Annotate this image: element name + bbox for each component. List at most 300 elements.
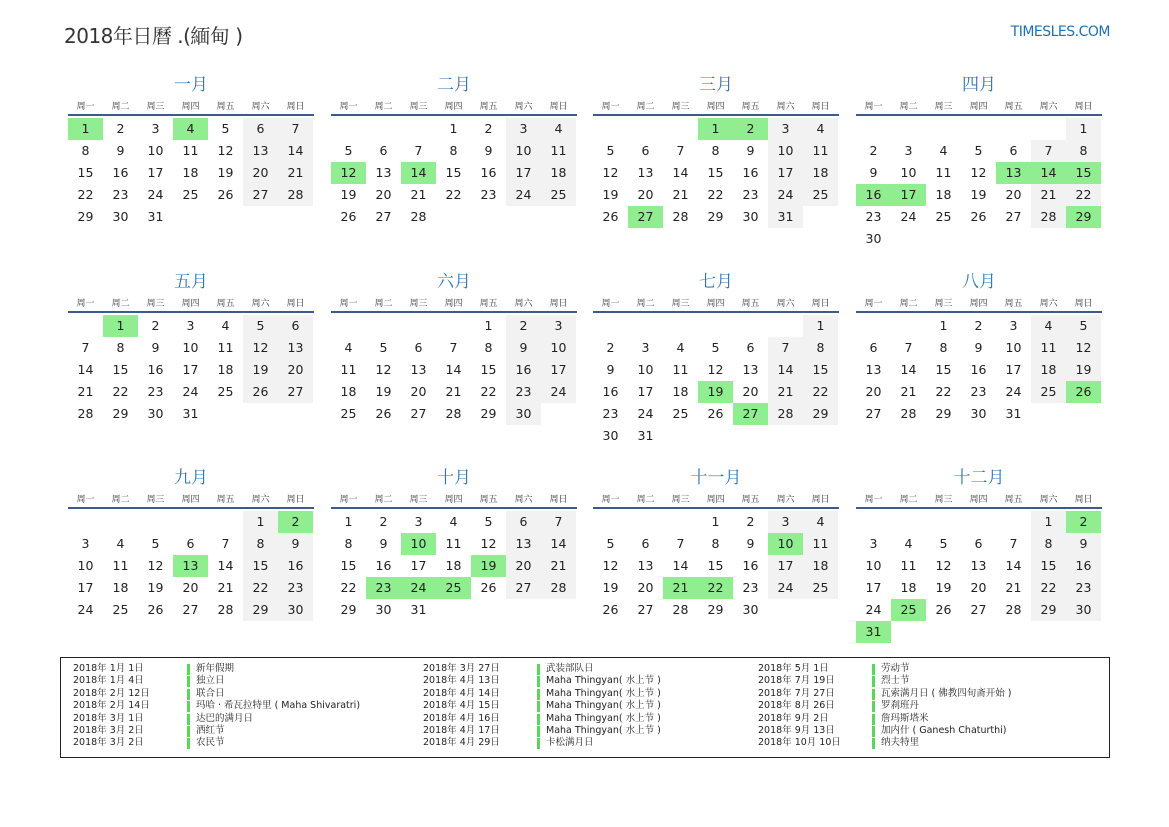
day-cell: 19: [243, 359, 278, 381]
day-cell: 4: [803, 511, 838, 533]
empty-day-cell: [68, 511, 103, 533]
empty-day-cell: [366, 315, 401, 337]
day-cell: 19: [935, 580, 952, 595]
holiday-marker-icon: [537, 701, 540, 712]
holiday-marker-icon: [872, 726, 875, 737]
day-cell: 5: [221, 121, 230, 136]
month-name: 十一月: [690, 468, 742, 488]
day-cell: 16: [742, 558, 759, 573]
day-cell: 7: [1009, 536, 1018, 551]
day-cell: 5: [243, 315, 278, 337]
weekday-label: 周四: [706, 299, 725, 309]
weekday-label: 周三: [409, 299, 428, 309]
day-cell: 30: [112, 209, 129, 224]
weekday-label: 周一: [76, 495, 95, 505]
day-cell: 23: [742, 187, 759, 202]
weekday-label: 周五: [1004, 102, 1023, 112]
legend-holiday-name: 詹玛斯塔米: [881, 712, 929, 724]
empty-day-cell: [996, 511, 1031, 533]
day-cell: 16: [375, 558, 392, 573]
holiday-day-cell: 16: [856, 184, 891, 206]
month-name: 一月: [174, 75, 208, 95]
day-cell: 17: [77, 580, 94, 595]
empty-day-cell: [103, 511, 138, 533]
day-cell: 10: [1005, 340, 1022, 355]
legend-holiday-name: 独立日: [196, 675, 225, 687]
holiday-day-cell: 10: [768, 533, 803, 555]
empty-day-cell: [331, 315, 366, 337]
weekday-label: 周五: [216, 102, 235, 112]
holiday-day-cell: 2: [278, 511, 313, 533]
weekday-label: 周三: [934, 102, 953, 112]
weekday-label: 周一: [339, 299, 358, 309]
weekday-header: [593, 293, 839, 313]
holiday-day-cell: 27: [628, 206, 663, 228]
weekday-label: 周三: [671, 299, 690, 309]
day-cell: 20: [637, 187, 654, 202]
day-cell: 28: [768, 403, 803, 425]
legend-holiday-name: 武装部队日: [546, 663, 594, 674]
day-cell: 13: [637, 165, 654, 180]
weekday-label: 周日: [286, 102, 305, 112]
day-cell: 16: [742, 165, 759, 180]
weekday-label: 周五: [216, 495, 235, 505]
legend-holiday-name: Maha Thingyan( 水上节 ): [546, 675, 661, 687]
day-cell: 25: [803, 184, 838, 206]
day-cell: 27: [1005, 209, 1022, 224]
day-cell: 11: [803, 140, 838, 162]
day-cell: 5: [606, 143, 615, 158]
day-cell: 11: [803, 533, 838, 555]
holiday-day-cell: 19: [698, 381, 733, 403]
day-cell: 6: [1009, 143, 1018, 158]
day-cell: 10: [147, 143, 164, 158]
holiday-marker-icon: [872, 738, 875, 749]
day-cell: 25: [340, 406, 357, 421]
day-cell: 16: [147, 362, 164, 377]
day-cell: 4: [803, 118, 838, 140]
legend-entry: [73, 713, 360, 725]
day-cell: 22: [445, 187, 462, 202]
day-cell: 18: [217, 362, 234, 377]
weekday-label: 周二: [374, 299, 393, 309]
day-cell: 16: [480, 165, 497, 180]
weekday-label: 周三: [934, 299, 953, 309]
day-cell: 22: [707, 187, 724, 202]
day-cell: 20: [278, 359, 313, 381]
weekday-label: 周四: [444, 495, 463, 505]
holiday-marker-icon: [187, 689, 190, 700]
day-cell: 14: [278, 140, 313, 162]
day-cell: 29: [340, 602, 357, 617]
legend-entry: [758, 713, 1011, 725]
day-cell: 15: [243, 555, 278, 577]
weekday-label: 周一: [864, 102, 883, 112]
day-cell: 6: [278, 315, 313, 337]
weekday-label: 周日: [549, 102, 568, 112]
day-cell: 12: [970, 165, 987, 180]
day-grid: [856, 315, 1101, 425]
legend-entry: [73, 675, 360, 687]
legend-holiday-name: Maha Thingyan( 水上节 ): [546, 712, 661, 724]
weekday-label: 周五: [479, 495, 498, 505]
day-cell: 9: [278, 533, 313, 555]
day-cell: 27: [865, 406, 882, 421]
holiday-day-cell: 17: [891, 184, 926, 206]
empty-day-cell: [173, 511, 208, 533]
day-cell: 23: [970, 384, 987, 399]
day-cell: 18: [182, 165, 199, 180]
day-cell: 21: [410, 187, 427, 202]
day-grid: [68, 315, 313, 425]
day-cell: 9: [974, 340, 983, 355]
day-cell: 13: [742, 362, 759, 377]
day-cell: 22: [935, 384, 952, 399]
day-cell: 30: [970, 406, 987, 421]
day-cell: 9: [606, 362, 615, 377]
legend-entry: [73, 688, 360, 700]
day-cell: 25: [672, 406, 689, 421]
legend-date: 2018年 2月 12日: [73, 687, 150, 699]
weekday-label: 周五: [479, 299, 498, 309]
month-name: 十二月: [953, 468, 1005, 488]
day-grid: [593, 118, 838, 228]
day-cell: 24: [506, 184, 541, 206]
legend-holiday-name: 罗刹班丹: [881, 700, 920, 712]
day-cell: 8: [344, 536, 353, 551]
holiday-marker-icon: [537, 689, 540, 700]
legend-date: 2018年 4月 17日: [423, 724, 500, 736]
day-cell: 8: [116, 340, 125, 355]
holiday-marker-icon: [187, 738, 190, 749]
holiday-marker-icon: [537, 664, 540, 675]
weekday-label: 周五: [741, 299, 760, 309]
weekday-label: 周六: [776, 102, 795, 112]
day-cell: 27: [637, 602, 654, 617]
day-cell: 9: [869, 165, 878, 180]
weekday-label: 周日: [549, 299, 568, 309]
day-cell: 7: [81, 340, 90, 355]
empty-day-cell: [663, 118, 698, 140]
holiday-day-cell: 15: [1066, 162, 1101, 184]
day-cell: 20: [637, 580, 654, 595]
legend-entry: [73, 700, 360, 712]
month-calendar: [68, 273, 314, 425]
weekday-label: 周五: [741, 102, 760, 112]
day-cell: 20: [1005, 187, 1022, 202]
month-name: 二月: [437, 75, 471, 95]
day-cell: 23: [480, 187, 497, 202]
day-cell: 26: [602, 209, 619, 224]
day-cell: 28: [278, 184, 313, 206]
day-cell: 12: [935, 558, 952, 573]
empty-day-cell: [401, 118, 436, 140]
month-calendar: [331, 469, 577, 621]
day-cell: 7: [676, 536, 685, 551]
day-cell: 13: [865, 362, 882, 377]
day-cell: 28: [1005, 602, 1022, 617]
weekday-label: 周五: [216, 299, 235, 309]
day-cell: 10: [182, 340, 199, 355]
legend-column: [423, 663, 661, 750]
weekday-header: [331, 489, 577, 509]
holiday-day-cell: 14: [1031, 162, 1066, 184]
day-cell: 4: [676, 340, 685, 355]
day-cell: 7: [904, 340, 913, 355]
day-cell: 6: [974, 536, 983, 551]
empty-day-cell: [891, 511, 926, 533]
day-cell: 16: [970, 362, 987, 377]
day-cell: 2: [484, 121, 493, 136]
legend-entry: [423, 737, 661, 749]
day-cell: 25: [803, 577, 838, 599]
day-cell: 11: [900, 558, 917, 573]
day-cell: 10: [506, 140, 541, 162]
day-cell: 18: [803, 555, 838, 577]
day-cell: 12: [147, 558, 164, 573]
day-cell: 20: [865, 384, 882, 399]
day-cell: 26: [340, 209, 357, 224]
day-cell: 4: [1031, 315, 1066, 337]
day-cell: 14: [1005, 558, 1022, 573]
day-cell: 10: [541, 337, 576, 359]
day-cell: 3: [904, 143, 913, 158]
day-cell: 7: [449, 340, 458, 355]
holiday-day-cell: 26: [1066, 381, 1101, 403]
weekday-label: 周二: [374, 495, 393, 505]
month-calendar: [593, 469, 839, 621]
day-cell: 1: [939, 318, 948, 333]
day-cell: 31: [637, 428, 654, 443]
day-cell: 17: [541, 359, 576, 381]
day-grid: [68, 118, 313, 228]
day-cell: 20: [506, 555, 541, 577]
weekday-label: 周一: [76, 102, 95, 112]
holiday-marker-icon: [872, 714, 875, 725]
day-cell: 6: [243, 118, 278, 140]
day-cell: 2: [151, 318, 160, 333]
day-cell: 16: [112, 165, 129, 180]
day-cell: 5: [711, 340, 720, 355]
day-cell: 12: [707, 362, 724, 377]
day-cell: 22: [340, 580, 357, 595]
month-calendar: [856, 469, 1102, 643]
day-cell: 13: [375, 165, 392, 180]
month-name: 四月: [962, 75, 996, 95]
legend-entry: [423, 713, 661, 725]
weekday-label: 周四: [706, 495, 725, 505]
month-calendar: [331, 273, 577, 425]
day-cell: 5: [151, 536, 160, 551]
weekday-label: 周日: [811, 102, 830, 112]
day-cell: 10: [637, 362, 654, 377]
empty-day-cell: [1031, 118, 1066, 140]
day-cell: 30: [602, 428, 619, 443]
weekday-label: 周四: [969, 495, 988, 505]
day-cell: 6: [379, 143, 388, 158]
day-cell: 24: [865, 602, 882, 617]
day-cell: 22: [77, 187, 94, 202]
legend-entry: [758, 688, 1011, 700]
day-cell: 16: [602, 384, 619, 399]
day-cell: 7: [676, 143, 685, 158]
day-cell: 18: [541, 162, 576, 184]
holiday-marker-icon: [187, 726, 190, 737]
legend-holiday-name: 达巴的满月日: [196, 712, 254, 724]
month-calendar: [856, 76, 1102, 250]
day-cell: 24: [1005, 384, 1022, 399]
site-logo[interactable]: TIMESLES.COM: [1010, 24, 1110, 40]
legend-holiday-name: Maha Thingyan( 水上节 ): [546, 700, 661, 712]
day-cell: 30: [375, 602, 392, 617]
weekday-label: 周五: [1004, 495, 1023, 505]
day-cell: 8: [81, 143, 90, 158]
day-cell: 11: [672, 362, 689, 377]
day-cell: 8: [1031, 533, 1066, 555]
day-cell: 29: [803, 403, 838, 425]
weekday-header: [856, 96, 1102, 116]
day-grid: [593, 315, 838, 447]
day-cell: 9: [116, 143, 125, 158]
day-cell: 17: [768, 555, 803, 577]
day-cell: 8: [243, 533, 278, 555]
day-cell: 31: [1005, 406, 1022, 421]
day-cell: 20: [182, 580, 199, 595]
weekday-label: 周三: [146, 495, 165, 505]
weekday-label: 周二: [636, 102, 655, 112]
legend-holiday-name: 纳夫特里: [881, 737, 920, 749]
day-grid: [856, 118, 1101, 250]
legend-entry: [758, 663, 1011, 675]
holiday-day-cell: 1: [103, 315, 138, 337]
day-cell: 1: [1066, 118, 1101, 140]
weekday-header: [593, 96, 839, 116]
weekday-header: [68, 489, 314, 509]
day-cell: 1: [449, 121, 458, 136]
day-cell: 16: [1066, 555, 1101, 577]
day-cell: 8: [939, 340, 948, 355]
day-cell: 30: [1066, 599, 1101, 621]
weekday-label: 周四: [181, 102, 200, 112]
holiday-marker-icon: [537, 726, 540, 737]
day-cell: 25: [217, 384, 234, 399]
holiday-day-cell: 13: [173, 555, 208, 577]
holiday-marker-icon: [187, 676, 190, 687]
day-cell: 11: [182, 143, 199, 158]
day-cell: 13: [243, 140, 278, 162]
day-cell: 31: [410, 602, 427, 617]
empty-day-cell: [698, 315, 733, 337]
day-cell: 23: [147, 384, 164, 399]
day-cell: 6: [641, 143, 650, 158]
empty-day-cell: [996, 118, 1031, 140]
day-cell: 5: [939, 536, 948, 551]
day-cell: 23: [602, 406, 619, 421]
holiday-day-cell: 19: [471, 555, 506, 577]
holiday-marker-icon: [872, 664, 875, 675]
day-cell: 12: [243, 337, 278, 359]
day-cell: 26: [147, 602, 164, 617]
day-cell: 29: [1031, 599, 1066, 621]
month-calendar: [331, 76, 577, 228]
weekday-label: 周日: [286, 299, 305, 309]
month-name: 八月: [962, 272, 996, 292]
day-cell: 24: [182, 384, 199, 399]
day-cell: 26: [602, 602, 619, 617]
holiday-day-cell: 2: [1066, 511, 1101, 533]
day-cell: 3: [414, 514, 423, 529]
day-cell: 17: [182, 362, 199, 377]
empty-day-cell: [961, 511, 996, 533]
day-cell: 24: [541, 381, 576, 403]
day-cell: 11: [217, 340, 234, 355]
weekday-label: 周一: [339, 495, 358, 505]
weekday-label: 周日: [1074, 299, 1093, 309]
legend-column: [73, 663, 360, 750]
day-cell: 5: [974, 143, 983, 158]
weekday-label: 周二: [111, 299, 130, 309]
day-cell: 19: [1066, 359, 1101, 381]
weekday-label: 周五: [1004, 299, 1023, 309]
day-cell: 24: [900, 209, 917, 224]
day-cell: 10: [900, 165, 917, 180]
weekday-label: 周一: [864, 299, 883, 309]
day-cell: 18: [935, 187, 952, 202]
day-cell: 3: [186, 318, 195, 333]
empty-day-cell: [663, 315, 698, 337]
day-cell: 28: [672, 209, 689, 224]
weekday-label: 周一: [76, 299, 95, 309]
holiday-day-cell: 1: [68, 118, 103, 140]
day-cell: 17: [410, 558, 427, 573]
day-cell: 4: [221, 318, 230, 333]
legend-column: [758, 663, 1011, 750]
weekday-label: 周四: [444, 102, 463, 112]
weekday-label: 周三: [671, 495, 690, 505]
weekday-label: 周四: [969, 102, 988, 112]
empty-day-cell: [138, 511, 173, 533]
weekday-label: 周六: [1039, 299, 1058, 309]
empty-day-cell: [593, 511, 628, 533]
day-cell: 24: [768, 184, 803, 206]
legend-entry: [423, 688, 661, 700]
legend-holiday-name: 农民节: [196, 737, 225, 749]
day-cell: 2: [379, 514, 388, 529]
day-grid: [331, 315, 576, 425]
weekday-label: 周五: [479, 102, 498, 112]
day-grid: [68, 511, 313, 621]
day-cell: 22: [112, 384, 129, 399]
day-cell: 5: [379, 340, 388, 355]
holiday-marker-icon: [872, 701, 875, 712]
empty-day-cell: [856, 511, 891, 533]
day-cell: 3: [869, 536, 878, 551]
legend-holiday-name: 劳动节: [881, 663, 910, 674]
day-cell: 17: [637, 384, 654, 399]
day-cell: 23: [506, 381, 541, 403]
legend-date: 2018年 4月 13日: [423, 675, 500, 687]
month-name: 三月: [699, 75, 733, 95]
holiday-marker-icon: [187, 701, 190, 712]
legend-date: 2018年 3月 27日: [423, 663, 500, 674]
holiday-day-cell: 25: [436, 577, 471, 599]
weekday-label: 周一: [601, 299, 620, 309]
empty-day-cell: [926, 118, 961, 140]
day-cell: 13: [410, 362, 427, 377]
holiday-day-cell: 25: [891, 599, 926, 621]
empty-day-cell: [891, 315, 926, 337]
day-cell: 27: [506, 577, 541, 599]
